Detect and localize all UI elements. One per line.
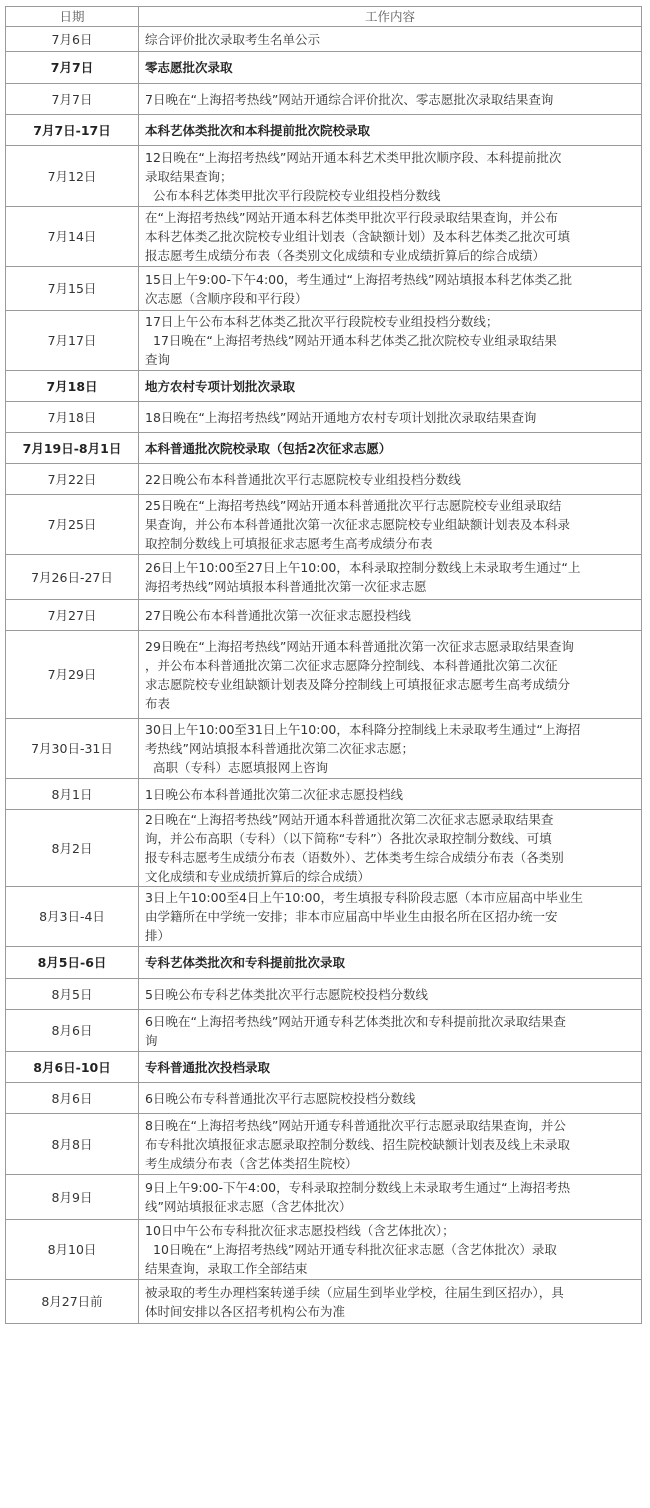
stage-row: [6, 371, 642, 402]
table-row: [6, 1010, 642, 1052]
content-line: 体时间安排以各区招考机构公布为准: [145, 1303, 346, 1319]
row-date: 8月27日前: [6, 1280, 139, 1324]
row-content: [139, 495, 642, 555]
header-date: 日期: [6, 7, 139, 27]
table-row: [6, 84, 642, 115]
content-line: 2日晚在“上海招考热线”网站开通本科普通批次第二次征求志愿录取结果查: [145, 812, 554, 827]
header-row: [6, 7, 642, 27]
content-line: 由学籍所在中学统一安排；非本市应届高中毕业生由报名所在区招办统一安: [145, 909, 558, 924]
content-line: 公布本科艺体类甲批次平行段院校专业组投档分数线: [153, 187, 441, 203]
content-line: 7日晚在“上海招考热线”网站开通综合评价批次、零志愿批次录取结果查询: [145, 91, 554, 107]
stage-row: [6, 947, 642, 979]
row-date: 8月10日: [6, 1220, 139, 1280]
content-line: 查询: [145, 352, 171, 367]
table-row: [6, 27, 642, 52]
row-date: 7月29日: [6, 631, 139, 719]
content-line: 6日晚在“上海招考热线”网站开通专科艺体类批次和专科提前批次录取结果查: [145, 1013, 566, 1029]
content-line: 询: [145, 1032, 158, 1048]
table-row: [6, 207, 642, 267]
content-line: 18日晚在“上海招考热线”网站开通地方农村专项计划批次录取结果查询: [145, 409, 537, 425]
stage-row: [6, 1052, 642, 1083]
table-row: [6, 402, 642, 433]
row-content: [139, 267, 642, 311]
schedule-table: [5, 6, 642, 1324]
table-row: [6, 887, 642, 947]
content-line: 报志愿考生成绩分布表（各类别文化成绩和专业成绩折算后的综合成绩）: [145, 248, 546, 263]
row-content: [139, 84, 642, 115]
row-date: 7月17日: [6, 311, 139, 371]
table-row: [6, 979, 642, 1010]
row-date: 7月7日: [6, 84, 139, 115]
content-line: 本科艺体类批次和本科提前批次院校录取: [145, 122, 371, 138]
content-line: 果查询，并公布本科普通批次第一次征求志愿院校专业组缺额计划表及本科录: [145, 517, 571, 532]
row-content: [139, 947, 642, 979]
row-content: [139, 311, 642, 371]
content-line: 高职（专科）志愿填报网上咨询: [153, 760, 329, 775]
content-line: 本科普通批次院校录取（包括2次征求志愿）: [145, 440, 392, 456]
content-line: 8日晚在“上海招考热线”网站开通专科普通批次平行志愿录取结果查询，并公: [145, 1117, 566, 1133]
content-line: 12日晚在“上海招考热线”网站开通本科艺术类甲批次顺序段、本科提前批次: [145, 149, 562, 165]
row-content: [139, 810, 642, 887]
table-row: [6, 779, 642, 810]
row-date: 8月8日: [6, 1114, 139, 1175]
content-line: 线”网站填报征求志愿（含艺体批次）: [145, 1199, 352, 1214]
content-line: 5日晚公布专科艺体类批次平行志愿院校投档分数线: [145, 986, 428, 1002]
row-date: 7月15日: [6, 267, 139, 311]
row-content: [139, 146, 642, 207]
content-line: 求志愿院校专业组缺额计划表及降分控制线上可填报征求志愿考生高考成绩分: [145, 676, 571, 692]
header-content: 工作内容: [139, 7, 642, 27]
row-date: 7月7日: [6, 52, 139, 84]
row-date: 8月6日: [6, 1083, 139, 1114]
content-line: 结果查询，录取工作全部结束: [145, 1261, 308, 1276]
table-row: [6, 810, 642, 887]
row-content: [139, 1175, 642, 1220]
row-date: 7月18日: [6, 371, 139, 402]
row-content: [139, 887, 642, 947]
content-line: 在“上海招考热线”网站开通本科艺体类甲批次平行段录取结果查询，并公布: [145, 210, 558, 225]
content-line: 录取结果查询；: [145, 168, 233, 184]
content-line: 9日上午9:00-下午4:00，专科录取控制分数线上未录取考生通过“上海招考热: [145, 1180, 571, 1195]
content-line: 零志愿批次录取: [145, 60, 233, 75]
row-content: [139, 600, 642, 631]
content-line: 1日晚公布本科普通批次第二次征求志愿投档线: [145, 786, 403, 802]
row-content: [139, 27, 642, 52]
content-line: 25日晚在“上海招考热线”网站开通本科普通批次平行志愿院校专业组录取结: [145, 498, 562, 513]
content-line: 17日上午公布本科艺体类乙批次平行段院校专业组投档分数线；: [145, 314, 499, 329]
row-content: [139, 719, 642, 779]
content-line: 22日晚公布本科普通批次平行志愿院校专业组投档分数线: [145, 471, 461, 487]
row-content: [139, 371, 642, 402]
content-line: 文化成绩和专业成绩折算后的综合成绩）: [145, 869, 371, 884]
row-date: 7月18日: [6, 402, 139, 433]
row-date: 7月25日: [6, 495, 139, 555]
stage-row: [6, 433, 642, 464]
table-row: [6, 1280, 642, 1324]
content-line: 排）: [145, 928, 171, 943]
content-line: 考生成绩分布表（含艺体类招生院校）: [145, 1155, 358, 1171]
table-row: [6, 1220, 642, 1280]
row-content: [139, 464, 642, 495]
row-content: [139, 1083, 642, 1114]
row-content: [139, 52, 642, 84]
table-row: [6, 146, 642, 207]
table-row: [6, 464, 642, 495]
row-date: 8月2日: [6, 810, 139, 887]
row-date: 7月22日: [6, 464, 139, 495]
row-content: [139, 1220, 642, 1280]
content-line: 专科普通批次投档录取: [145, 1059, 271, 1075]
row-date: 7月27日: [6, 600, 139, 631]
row-content: [139, 207, 642, 267]
content-line: 综合评价批次录取考生名单公示: [145, 31, 321, 47]
content-line: 海招考热线”网站填报本科普通批次第一次征求志愿: [145, 579, 427, 594]
content-line: 取控制分数线上可填报征求志愿考生高考成绩分布表: [145, 536, 433, 551]
content-line: 次志愿（含顺序段和平行段）: [145, 290, 308, 306]
row-date: 8月5日: [6, 979, 139, 1010]
schedule-body: [6, 27, 642, 1324]
table-row: [6, 1083, 642, 1114]
table-row: [6, 267, 642, 311]
row-date: 8月9日: [6, 1175, 139, 1220]
row-content: [139, 1010, 642, 1052]
table-row: [6, 600, 642, 631]
content-line: 29日晚在“上海招考热线”网站开通本科普通批次第一次征求志愿录取结果查询: [145, 638, 574, 654]
content-line: 考热线”网站填报本科普通批次第二次征求志愿；: [145, 741, 414, 756]
content-line: 布表: [145, 695, 171, 711]
row-content: [139, 433, 642, 464]
row-date: 7月14日: [6, 207, 139, 267]
row-content: [139, 631, 642, 719]
row-date: 7月6日: [6, 27, 139, 52]
table-row: [6, 495, 642, 555]
row-content: [139, 115, 642, 146]
row-date: 8月5日-6日: [6, 947, 139, 979]
row-date: 8月3日-4日: [6, 887, 139, 947]
row-date: 7月30日-31日: [6, 719, 139, 779]
row-date: 7月19日-8月1日: [6, 433, 139, 464]
content-line: 30日上午10:00至31日上午10:00，本科降分控制线上未录取考生通过“上海招: [145, 722, 581, 737]
row-date: 8月1日: [6, 779, 139, 810]
row-content: [139, 1052, 642, 1083]
content-line: 26日上午10:00至27日上午10:00，本科录取控制分数线上未录取考生通过“上: [145, 560, 581, 575]
row-content: [139, 779, 642, 810]
content-line: 地方农村专项计划批次录取: [145, 378, 296, 394]
row-content: [139, 979, 642, 1010]
table-row: [6, 719, 642, 779]
content-line: 专科艺体类批次和专科提前批次录取: [145, 955, 346, 970]
stage-row: [6, 52, 642, 84]
row-content: [139, 1114, 642, 1175]
table-row: [6, 555, 642, 600]
content-line: 10日晚在“上海招考热线”网站开通专科批次征求志愿（含艺体批次）录取: [153, 1242, 557, 1257]
row-content: [139, 402, 642, 433]
row-date: 8月6日: [6, 1010, 139, 1052]
table-row: [6, 1114, 642, 1175]
content-line: 3日上午10:00至4日上午10:00，考生填报专科阶段志愿（本市应届高中毕业生: [145, 890, 583, 905]
row-date: 7月12日: [6, 146, 139, 207]
row-date: 8月6日-10日: [6, 1052, 139, 1083]
table-row: [6, 631, 642, 719]
content-line: 询，并公布高职（专科）（以下简称“专科”）各批次录取控制分数线、可填: [145, 831, 552, 846]
content-line: 10日中午公布专科批次征求志愿投档线（含艺体批次）；: [145, 1223, 455, 1238]
row-date: 7月7日-17日: [6, 115, 139, 146]
table-row: [6, 1175, 642, 1220]
content-line: 布专科批次填报征求志愿录取控制分数线、招生院校缺额计划表及线上未录取: [145, 1136, 571, 1152]
content-line: 15日上午9:00-下午4:00，考生通过“上海招考热线”网站填报本科艺体类乙批: [145, 271, 573, 287]
table-row: [6, 311, 642, 371]
content-line: 报专科志愿考生成绩分布表（语数外）、艺体类考生综合成绩分布表（各类别: [145, 850, 564, 865]
content-line: 17日晚在“上海招考热线”网站开通本科艺体类乙批次院校专业组录取结果: [153, 333, 557, 348]
row-content: [139, 555, 642, 600]
content-line: 本科艺体类乙批次院校专业组计划表（含缺额计划）及本科艺体类乙批次可填: [145, 229, 571, 244]
row-content: [139, 1280, 642, 1324]
content-line: 被录取的考生办理档案转递手续（应届生到毕业学校，往届生到区招办），具: [145, 1284, 564, 1300]
stage-row: [6, 115, 642, 146]
content-line: 27日晚公布本科普通批次第一次征求志愿投档线: [145, 607, 411, 623]
content-line: 6日晚公布专科普通批次平行志愿院校投档分数线: [145, 1090, 416, 1106]
row-date: 7月26日-27日: [6, 555, 139, 600]
content-line: ，并公布本科普通批次第二次征求志愿降分控制线、本科普通批次第二次征: [145, 657, 558, 673]
